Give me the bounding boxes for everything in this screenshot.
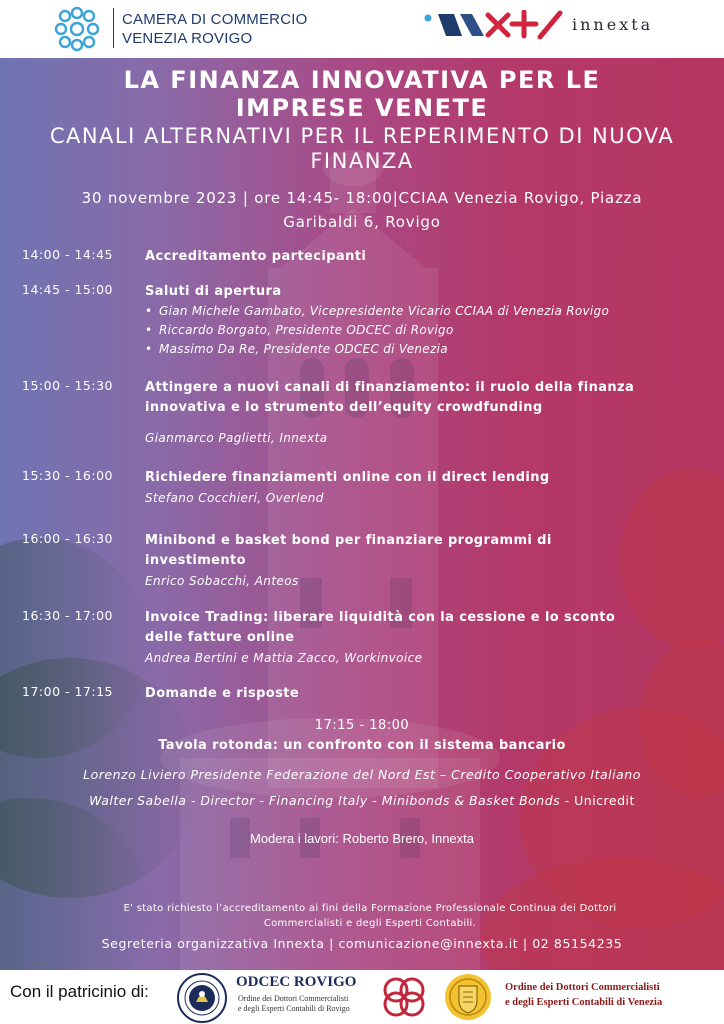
- event-poster: [0, 58, 724, 970]
- ccia-name-line2: VENEZIA ROVIGO: [122, 30, 253, 47]
- agenda-title-line1: Minibond e basket bond per finanziare programmi di: [145, 533, 552, 548]
- odcec-venezia-knot-logo-icon: [376, 974, 432, 1020]
- patronage-label: Con il patricinio di:: [10, 982, 149, 1001]
- event-subtitle-line2: FINANZA: [310, 149, 414, 173]
- odcec-rovigo-sub-line2: e degli Esperti Contabili di Rovigo: [238, 1004, 350, 1013]
- header-divider: [113, 8, 114, 48]
- speaker-list: [145, 302, 712, 359]
- camera-di-commercio-logo-icon: [52, 6, 102, 52]
- accreditation-line2: Commercialisti e degli Esperti Contabili.: [263, 918, 477, 929]
- round-table-title: Tavola rotonda: un confronto con il sistema bancario: [158, 738, 566, 753]
- agenda-title: Richiedere finanziamenti online con il direct lending: [145, 470, 550, 485]
- event-subtitle: [8, 124, 716, 174]
- agenda-time: 16:30 - 17:00: [22, 608, 114, 623]
- odcec-venezia-line2: e degli Esperti Contabili di Venezia: [505, 997, 663, 1008]
- agenda-title-line1: Invoice Trading: liberare liquidità con la cessione e lo sconto: [145, 610, 616, 625]
- dateline-line2: Garibaldi 6, Rovigo: [283, 213, 441, 231]
- organizing-secretariat: Segreteria organizzativa Innexta | comunicazione@innexta.it | 02 85154235: [101, 936, 623, 951]
- innexta-wordmark: innexta: [572, 15, 654, 34]
- event-title-line2: IMPRESE VENETE: [235, 94, 489, 122]
- odcec-venezia-crest-icon: [442, 972, 494, 1022]
- camera-di-commercio-name: [122, 10, 307, 48]
- agenda-speaker: Enrico Sobacchi, Anteos: [145, 574, 299, 588]
- round-table-speaker-1: Lorenzo Liviero Presidente Federazione del Nord Est – Credito Cooperativo Italiano: [83, 767, 641, 782]
- odcec-rovigo-subtitle: [238, 994, 373, 1014]
- event-title-line1: LA FINANZA INNOVATIVA PER LE: [123, 66, 601, 94]
- moderator-note: Modera i lavori: Roberto Brero, Innexta: [250, 831, 474, 846]
- agenda-content: [145, 282, 712, 359]
- agenda-content: [145, 247, 712, 267]
- agenda-time: 14:45 - 15:00: [22, 282, 114, 297]
- agenda-title: Saluti di apertura: [145, 284, 282, 299]
- event-date-location: [12, 186, 712, 234]
- event-title: [20, 66, 704, 122]
- round-table-speaker-2-text: Walter Sabella - Director - Financing Italy - Minibonds & Basket Bonds -: [89, 793, 575, 808]
- agenda-content: [145, 378, 712, 448]
- agenda-content: [145, 531, 712, 591]
- agenda-content: [145, 608, 712, 668]
- dateline-line1: 30 novembre 2023 | ore 14:45- 18:00|CCIAA Venezia Rovigo, Piazza: [81, 189, 643, 207]
- agenda-time: 15:00 - 15:30: [22, 378, 114, 393]
- agenda-content: [145, 684, 712, 704]
- odcec-rovigo-name: ODCEC ROVIGO: [236, 974, 357, 990]
- header: [0, 0, 724, 58]
- agenda-speaker: Stefano Cocchieri, Overlend: [145, 491, 324, 505]
- agenda-content: [145, 468, 712, 508]
- event-subtitle-line1: CANALI ALTERNATIVI PER IL REPERIMENTO DI NUOVA: [49, 124, 675, 148]
- speaker-list-item: • Riccardo Borgato, Presidente ODCEC di Rovigo: [145, 321, 712, 340]
- agenda-title-line2: innovativa e lo strumento dell’equity crowdfunding: [145, 400, 543, 415]
- ccia-name-line1: CAMERA DI COMMERCIO: [122, 11, 308, 28]
- accreditation-line1: E' stato richiesto l’accreditamento ai fini della Formazione Professionale Continua dei Dottori: [123, 903, 617, 914]
- agenda-speaker: Gianmarco Paglietti, Innexta: [145, 431, 328, 445]
- footer: [0, 970, 724, 1024]
- odcec-venezia-line1: Ordine dei Dottori Commercialisti: [505, 982, 660, 993]
- round-table-speaker-2: [10, 788, 714, 814]
- agenda-time: 16:00 - 16:30: [22, 531, 114, 546]
- agenda-title: Accreditamento partecipanti: [145, 249, 367, 264]
- agenda-title-line2: delle fatture online: [145, 630, 295, 645]
- odcec-rovigo-seal-icon: [176, 972, 228, 1024]
- innexta-logo-icon: [424, 10, 564, 40]
- agenda-title-line2: investimento: [145, 553, 246, 568]
- round-table-speaker-2-bank: Unicredit: [574, 793, 635, 808]
- agenda-title-line1: Attingere a nuovi canali di finanziamento: il ruolo della finanza: [145, 380, 635, 395]
- speaker-list-item: • Gian Michele Gambato, Vicepresidente Vicario CCIAA di Venezia Rovigo: [145, 302, 712, 321]
- odcec-venezia-name: [505, 980, 720, 1010]
- round-table-time: 17:15 - 18:00: [314, 718, 410, 733]
- agenda-time: 17:00 - 17:15: [22, 684, 114, 699]
- accreditation-note: [70, 901, 670, 931]
- agenda-title: Domande e risposte: [145, 686, 300, 701]
- agenda-time: 14:00 - 14:45: [22, 247, 114, 262]
- agenda-speaker: Andrea Bertini e Mattia Zacco, Workinvoice: [145, 651, 423, 665]
- odcec-rovigo-sub-line1: Ordine dei Dottori Commercialisti: [238, 994, 349, 1003]
- round-table: [10, 716, 714, 814]
- speaker-list-item: • Massimo Da Re, Presidente ODCEC di Venezia: [145, 340, 712, 359]
- agenda-time: 15:30 - 16:00: [22, 468, 114, 483]
